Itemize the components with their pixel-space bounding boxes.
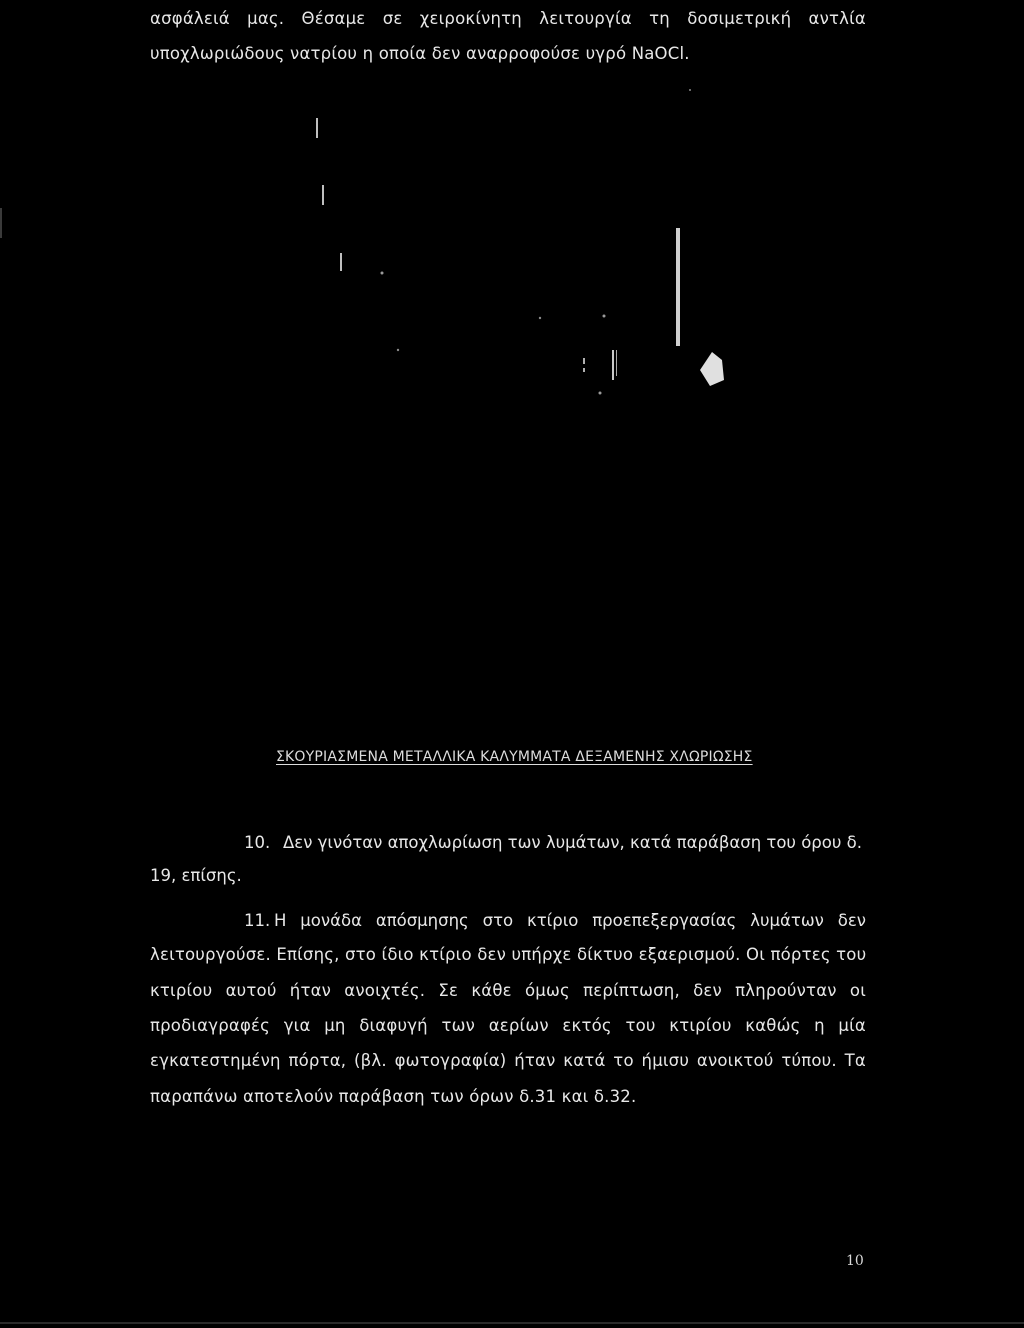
photo-highlight [322, 185, 324, 205]
photo-highlight [583, 358, 585, 364]
item-11-line: λειτουργούσε. Επίσης, στο ίδιο κτίριο δεν υπήρχε δίκτυο εξαερισμού. Οι πόρτες του [150, 945, 867, 964]
item-11-line: κτιρίου αυτού ήταν ανοιχτές. Σε κάθε όμως περίπτωση, δεν πληρούνταν οι [150, 981, 866, 1000]
item-11-line: παραπάνω αποτελούν παράβαση των όρων δ.31 και δ.32. [150, 1087, 637, 1106]
photo-highlight [340, 253, 342, 271]
item-10-number: 10. [244, 833, 271, 852]
bottom-edge [0, 1322, 1024, 1324]
intro-line-1: ασφάλειά μας. Θέσαμε σε χειροκίνητη λειτουργία τη δοσιμετρική αντλία [150, 9, 866, 28]
item-11-line: προδιαγραφές για μη διαφυγή των αερίων εκτός του κτιρίου καθώς η μία [150, 1016, 866, 1035]
photo-highlight [612, 350, 614, 380]
item-11-number: 11. [244, 911, 271, 930]
intro-line-2: υποχλωριώδους νατρίου η οποία δεν αναρροφούσε υγρό NaOCl. [150, 44, 690, 63]
photo-highlight [583, 368, 585, 372]
item-11-line: εγκατεστημένη πόρτα, (βλ. φωτογραφία) ήταν κατά το ήμισυ ανοικτού τύπου. Τα [150, 1051, 866, 1070]
item-10-continuation: 19, επίσης. [150, 866, 242, 885]
tank-photo [0, 80, 1024, 730]
photo-caption: ΣΚΟΥΡΙΑΣΜΕΝΑ ΜΕΤΑΛΛΙΚΑ ΚΑΛΥΜΜΑΤΑ ΔΕΞΑΜΕΝΗΣ ΧΛΩΡΙΩΣΗΣ [276, 749, 753, 765]
photo-highlight [316, 118, 318, 138]
photo-highlight [616, 350, 617, 376]
page-number: 10 [846, 1253, 864, 1269]
item-11-first-line: Η μονάδα απόσμησης στο κτίριο προεπεξεργασίας λυμάτων δεν [274, 911, 866, 930]
photo-pipe-highlight [676, 228, 680, 346]
item-10-text: Δεν γινόταν αποχλωρίωση των λυμάτων, κατά παράβαση του όρου δ. [283, 833, 863, 852]
